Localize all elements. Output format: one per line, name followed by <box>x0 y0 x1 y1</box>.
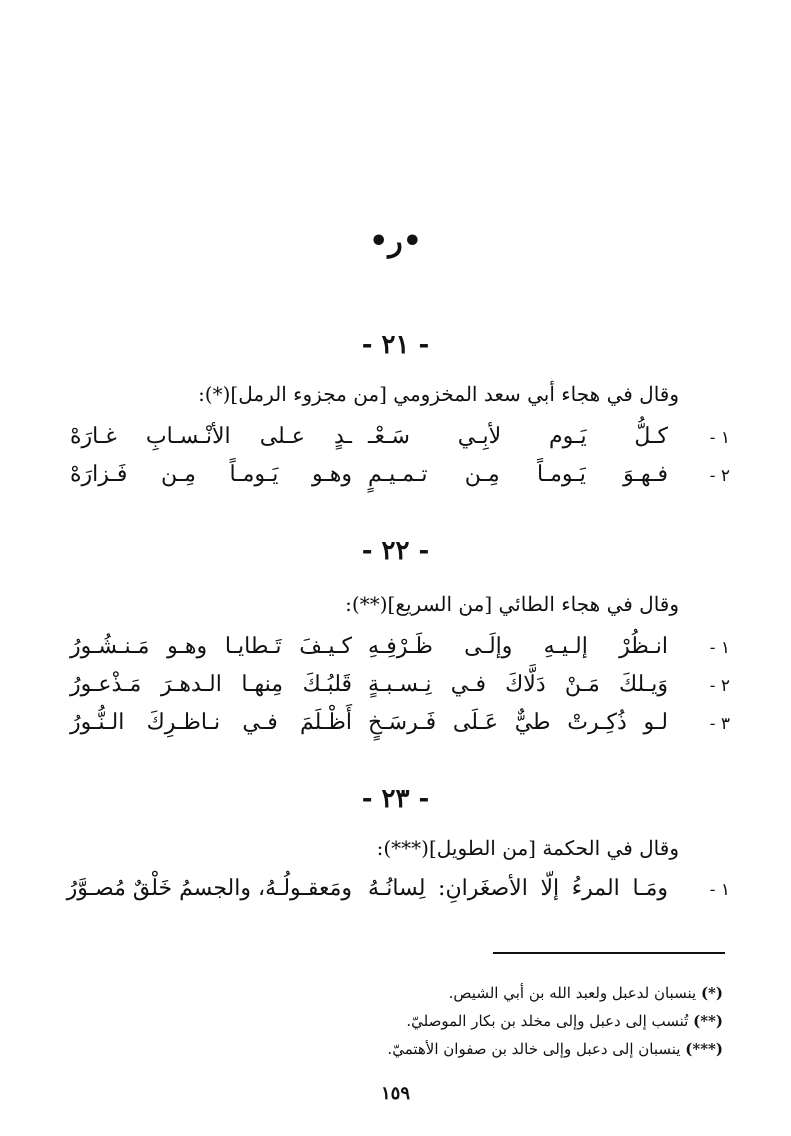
footnote-text: ينسبان لدعبل ولعبد الله بن أبي الشيص. <box>448 984 697 1002</box>
verse-first-hemistich: انـظُرْ إلـيـهِ وإلَـى ظَـرْفِـهِ <box>368 634 668 659</box>
letter-heading: •ر• <box>369 224 422 259</box>
poem-number: - ٢٢ - <box>361 536 430 566</box>
verse-second-hemistich: قَلبُـكَ مِنهـا الـدهـرَ مَـذْعـورُ <box>70 672 352 697</box>
verse-line <box>70 672 730 708</box>
footnote <box>406 1012 723 1030</box>
poem-intro: وقال في الحكمة [من الطويل](***): <box>376 836 679 860</box>
verse-number: ٢ - <box>709 676 730 696</box>
poem-intro: وقال في هجاء الطائي [من السريع](**): <box>345 592 679 616</box>
verse-line <box>66 876 730 912</box>
verse-number: ١ - <box>709 638 730 658</box>
verse-second-hemistich: ومَعقـولُـهُ، والجسمُ خَلْقٌ مُصـوَّرُ <box>66 876 352 901</box>
verse-first-hemistich: فـهـوَ يَـومـاً مِـن تـمـيـمٍ <box>368 462 668 487</box>
verse-number: ٣ - <box>709 714 730 734</box>
verse-number: ٢ - <box>709 466 730 486</box>
footnote-mark: (***) <box>685 1040 723 1058</box>
verse-second-hemistich: وهـو يَـومـاً مِـن فَـزارَهْ <box>70 462 352 487</box>
verse-first-hemistich: وَيـلكَ مَـنْ دَلَّاكَ فـي نِـسـبـةٍ <box>368 672 668 697</box>
verse-number: ١ - <box>709 428 730 448</box>
footnote-separator <box>493 952 725 954</box>
verse-first-hemistich: كـلُّ يَـوم لأبِـي سَـعْـ <box>368 424 668 449</box>
footnote-mark: (**) <box>693 1012 723 1030</box>
verse-line <box>70 462 730 498</box>
page-number: ١٥٩ <box>380 1083 410 1104</box>
footnote <box>387 1040 723 1058</box>
verse-second-hemistich: كـيـفَ تَـطايـا وهـو مَـنـشُـورُ <box>70 634 352 659</box>
footnote-text: ينسبان إلى دعبل وإلى خالد بن صفوان الأهتميّ. <box>387 1040 681 1058</box>
footnote <box>449 984 723 1002</box>
verse-line <box>70 424 730 460</box>
poem-intro: وقال في هجاء أبي سعد المخزومي [من مجزوء الرمل](*): <box>198 382 679 406</box>
verse-line <box>70 710 730 746</box>
footnote-mark: (*) <box>700 984 723 1002</box>
verse-second-hemistich: أَظْـلَمَ فـي نـاظـرِكَ الـنُّـورُ <box>70 710 352 735</box>
footnote-text: تُنسب إلى دعبل وإلى مخلد بن بكار الموصليّ. <box>406 1012 689 1030</box>
verse-number: ١ - <box>709 880 730 900</box>
verse-second-hemistich: ـدٍ عـلى الأنْـسـابِ غـارَهْ <box>70 424 352 449</box>
poem-number: - ٢١ - <box>361 330 430 360</box>
poem-number: - ٢٣ - <box>361 784 430 814</box>
verse-first-hemistich: لـو ذُكِـرتْ طيٌّ عَـلَى فَـرسَـخٍ <box>368 710 668 735</box>
verse-line <box>70 634 730 670</box>
verse-first-hemistich: ومَـا المرءُ إلّا الأصغَرانِ: لِسانُـهُ <box>368 876 668 901</box>
